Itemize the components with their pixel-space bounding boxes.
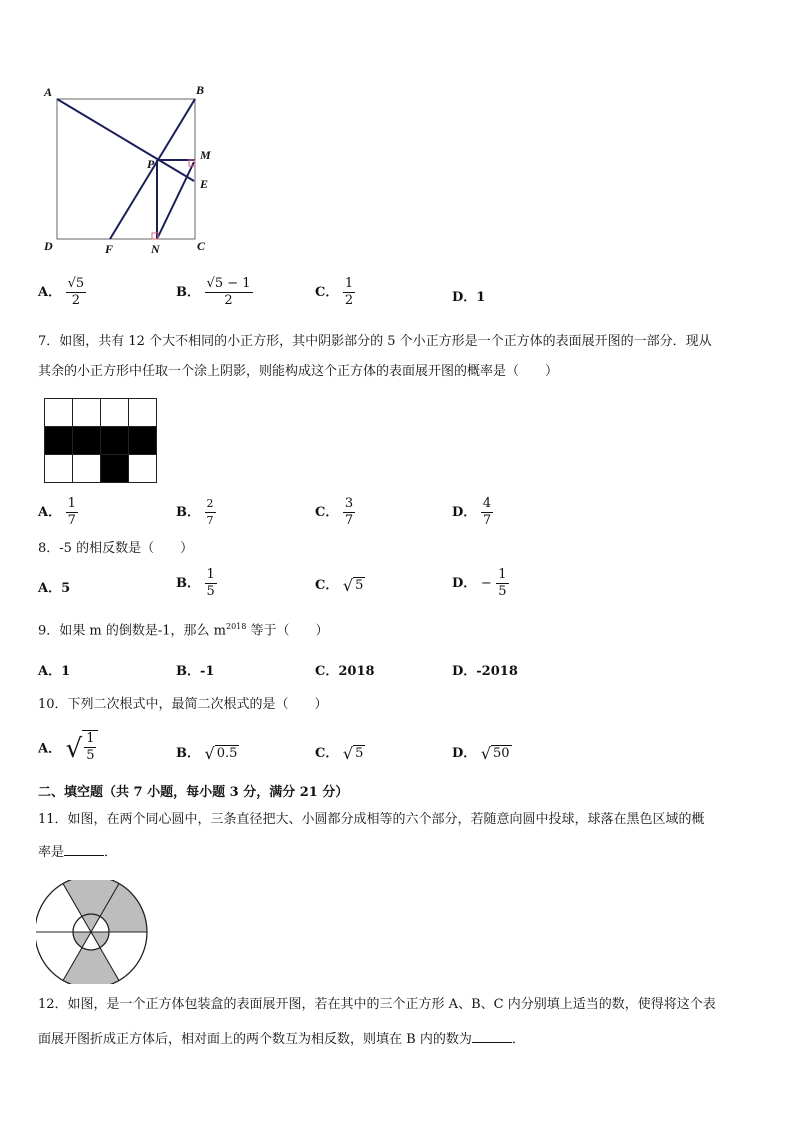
option-letter: A． <box>38 285 62 300</box>
option-value: 5 <box>61 581 71 596</box>
square-geometry-figure <box>36 80 226 260</box>
q6-option-d[interactable] <box>452 286 485 305</box>
grid-cell[interactable] <box>101 399 129 427</box>
label-m: M <box>200 148 211 162</box>
q7-stem-line2: 其余的小正方形中任取一个涂上阴影，则能构成这个正方体的表面展开图的概率是（ ） <box>38 364 559 379</box>
q6-option-c[interactable] <box>315 276 355 309</box>
grid-cell-shaded <box>101 427 129 455</box>
label-c: C <box>197 239 206 253</box>
option-letter: C． <box>315 578 339 593</box>
option-letter: C． <box>315 285 339 300</box>
q8-stem: 8．-5 的相反数是（ ） <box>38 541 194 556</box>
q7-option-c[interactable] <box>315 496 355 529</box>
fraction: $\frac{2}{7}$ <box>206 497 214 527</box>
square-root-fraction: √ $\frac{1}{5}$ <box>66 730 99 768</box>
q10-option-a[interactable] <box>38 730 98 768</box>
option-value: 2018 <box>338 664 375 679</box>
grid-cell-shaded <box>129 427 157 455</box>
section-heading: 二、填空题（共 7 小题，每小题 3 分，满分 21 分） <box>38 785 349 800</box>
q10-stem: 10．下列二次根式中，最简二次根式的是（ ） <box>38 697 328 712</box>
grid-cell-shaded <box>45 427 73 455</box>
option-letter: A． <box>38 581 62 596</box>
twelve-square-grid <box>44 398 157 483</box>
label-d: D <box>44 239 53 253</box>
q7-option-a[interactable] <box>38 496 78 529</box>
label-e: E <box>200 177 209 191</box>
q11-stem-line1: 11．如图，在两个同心圆中，三条直径把大、小圆都分成相等的六个部分，若随意向圆中投球，球落在黑色区域的概 <box>38 812 705 827</box>
option-letter: A． <box>38 664 62 679</box>
q12-stem-line2: 面展开图折成正方体后，相对面上的两个数互为相反数，则填在 B 内的数为 ． <box>38 1032 525 1047</box>
grid-cell-shaded <box>73 427 101 455</box>
q8-option-d[interactable] <box>452 567 509 600</box>
grid-cell[interactable] <box>73 399 101 427</box>
grid-cell[interactable] <box>129 455 157 483</box>
q8-option-b[interactable] <box>176 567 217 600</box>
answer-blank[interactable] <box>472 1030 512 1043</box>
answer-blank[interactable] <box>64 843 104 856</box>
q7-option-b[interactable] <box>176 496 216 529</box>
fraction-1-over-2: $\frac{1}{2}$ <box>344 276 354 308</box>
square-root: √ 50 <box>480 743 510 763</box>
option-letter: B． <box>176 285 200 300</box>
fraction: $\frac{1}{5}$ <box>206 567 215 599</box>
grid-cell[interactable] <box>73 455 101 483</box>
label-n: N <box>151 242 160 256</box>
fraction-sqrt5-minus-1-over-2: $\frac{√5 - 1}{2}$ <box>206 276 251 308</box>
option-letter: D． <box>452 576 477 591</box>
square-root: √ 5 <box>342 743 364 763</box>
fraction-sqrt5-over-2: $\frac{√5}{2}$ <box>67 276 85 308</box>
label-b: B <box>196 83 205 97</box>
option-letter: A． <box>38 741 62 757</box>
q9-option-c[interactable] <box>315 660 375 679</box>
q12-stem-line1: 12．如图，是一个正方体包装盒的表面展开图，若在其中的三个正方形 A、B、C 内分别填上适当的数，使得将这个表 <box>38 997 716 1012</box>
minus-sign: − <box>480 576 492 591</box>
option-letter: A． <box>38 505 62 520</box>
option-letter: D． <box>452 664 477 679</box>
segment-ae <box>57 99 194 181</box>
q10-option-b[interactable] <box>176 742 239 763</box>
q9-option-b[interactable] <box>176 660 214 679</box>
q6-option-a[interactable] <box>38 276 86 309</box>
q10-option-c[interactable] <box>315 742 365 763</box>
q9-stem: 9．如果 m 的倒数是-1，那么 $m^{2018}$ 等于（ ） <box>38 622 329 639</box>
segment-nm <box>157 162 194 239</box>
concentric-circles-figure <box>36 880 150 984</box>
option-value: -1 <box>200 664 215 679</box>
q7-option-d[interactable] <box>452 496 493 529</box>
q10-option-d[interactable] <box>452 742 512 763</box>
q8-option-c[interactable] <box>315 574 365 595</box>
label-a: A <box>44 85 53 99</box>
square-root: √ 0.5 <box>204 743 238 763</box>
grid-cell-shaded <box>101 455 129 483</box>
option-letter: D． <box>452 290 477 305</box>
grid-cell[interactable] <box>45 399 73 427</box>
option-letter: C． <box>315 505 339 520</box>
label-p: P <box>147 157 155 171</box>
grid-cell[interactable] <box>129 399 157 427</box>
option-value: 1 <box>61 664 71 679</box>
fraction: $\frac{1}{5}$ <box>498 567 507 599</box>
square-root: √ 5 <box>342 575 364 595</box>
option-letter: B． <box>176 505 200 520</box>
q8-option-a[interactable] <box>38 577 70 596</box>
label-f: F <box>105 242 114 256</box>
option-letter: B． <box>176 746 200 761</box>
q9-option-a[interactable] <box>38 660 70 679</box>
option-letter: C． <box>315 664 339 679</box>
q11-stem-line2: 率是 ． <box>38 845 118 860</box>
option-value: -2018 <box>476 664 518 679</box>
q9-option-d[interactable] <box>452 660 518 679</box>
option-letter: D． <box>452 746 477 761</box>
q6-option-b[interactable] <box>176 276 253 309</box>
q7-stem-line1: 7．如图，共有 12 个大不相同的小正方形，其中阴影部分的 5 个小正方形是一个正方体的表面展开图的一部分．现从 <box>38 334 712 349</box>
option-letter: B． <box>176 576 200 591</box>
fraction: $\frac{3}{7}$ <box>344 496 354 528</box>
option-letter: B． <box>176 664 200 679</box>
fraction: $\frac{1}{7}$ <box>67 496 76 528</box>
option-value: 1 <box>476 290 486 305</box>
option-letter: C． <box>315 746 339 761</box>
grid-cell[interactable] <box>45 455 73 483</box>
option-letter: D． <box>452 505 477 520</box>
fraction: $\frac{4}{7}$ <box>482 496 492 528</box>
